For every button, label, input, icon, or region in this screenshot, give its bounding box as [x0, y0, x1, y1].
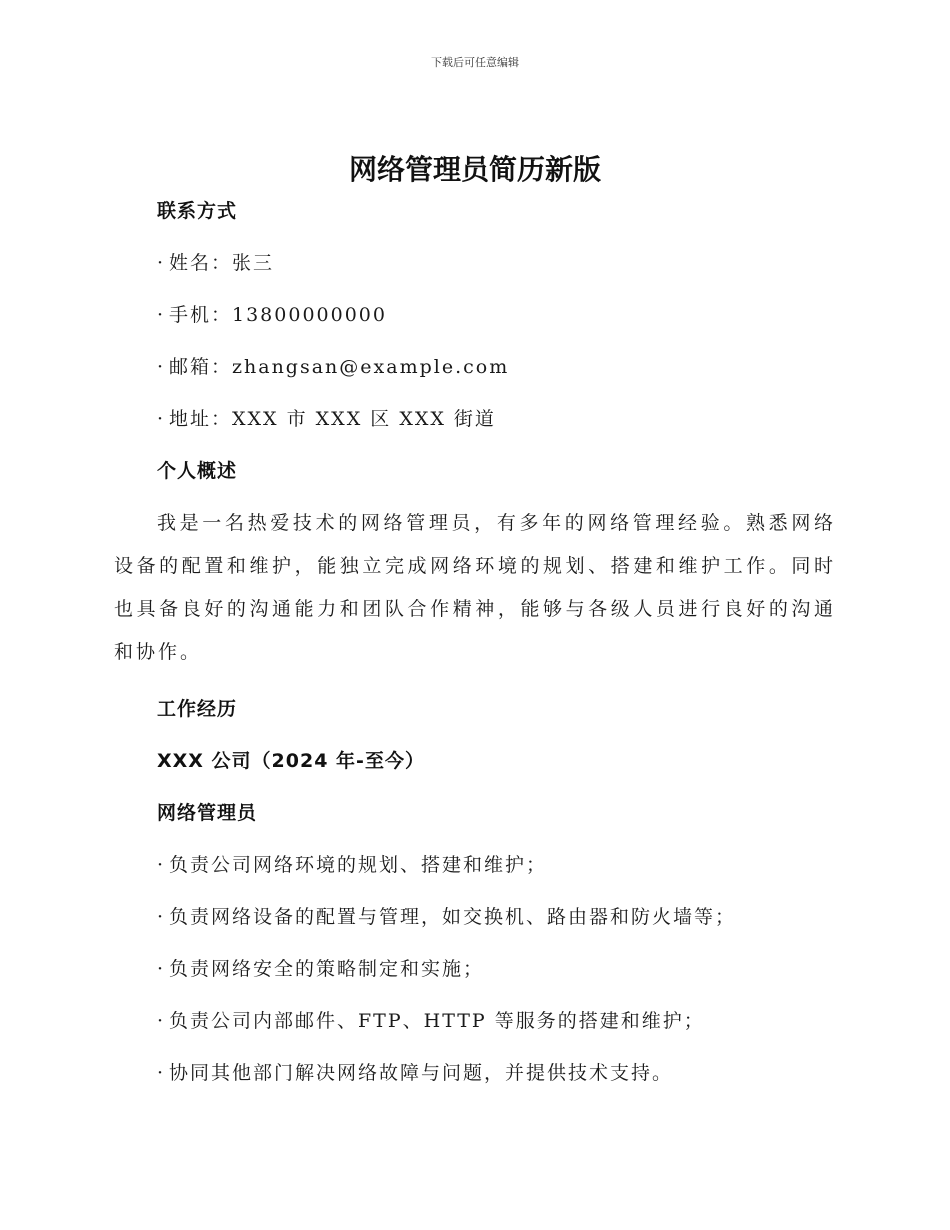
- bullet-dot: ·: [157, 252, 166, 274]
- duty-text: 负责网络安全的策略制定和实施；: [169, 958, 485, 980]
- duty-item: [114, 850, 836, 902]
- bullet-dot: ·: [157, 958, 166, 980]
- company-line: XXX 公司（2024 年-至今）: [157, 750, 425, 772]
- contact-item-name: [114, 248, 836, 300]
- bullet-dot: ·: [157, 304, 166, 326]
- contact-item-email: [114, 352, 836, 404]
- contact-item-phone: [114, 300, 836, 352]
- duty-text: 负责公司网络环境的规划、搭建和维护；: [169, 854, 548, 876]
- bullet-dot: ·: [157, 1010, 166, 1032]
- resume-content: [114, 196, 836, 1110]
- bullet-dot: ·: [157, 1062, 166, 1084]
- bullet-dot: ·: [157, 356, 166, 378]
- role-title: 网络管理员: [157, 802, 258, 824]
- summary-heading: 个人概述: [157, 460, 238, 482]
- contact-item-address: [114, 404, 836, 456]
- duty-item: [114, 954, 836, 1006]
- contact-item-text: 手机：13800000000: [169, 304, 387, 326]
- bullet-dot: ·: [157, 408, 166, 430]
- bullet-dot: ·: [157, 854, 166, 876]
- contact-heading: 联系方式: [157, 200, 238, 222]
- duty-text: 协同其他部门解决网络故障与问题，并提供技术支持。: [169, 1062, 674, 1084]
- bullet-dot: ·: [157, 906, 166, 928]
- duty-item: [114, 902, 836, 954]
- duty-item: [114, 1058, 836, 1110]
- contact-item-text: 邮箱：zhangsan@example.com: [169, 356, 510, 378]
- summary-paragraph: 我是一名热爱技术的网络管理员，有多年的网络管理经验。熟悉网络设备的配置和维护，能独立完成网络环境的规划、搭建和维护工作。同时也具备良好的沟通能力和团队合作精神，能够与各级人员进行良好的沟通和协作。: [114, 512, 836, 663]
- duty-item: [114, 1006, 836, 1058]
- duty-text: 负责网络设备的配置与管理，如交换机、路由器和防火墙等；: [169, 906, 737, 928]
- experience-heading: 工作经历: [157, 698, 238, 720]
- contact-item-text: 姓名：张三: [169, 252, 275, 274]
- page-title: 网络管理员简历新版: [348, 153, 601, 186]
- duty-text: 负责公司内部邮件、FTP、HTTP 等服务的搭建和维护；: [169, 1010, 705, 1032]
- header-note: 下载后可任意编辑: [431, 56, 519, 69]
- contact-item-text: 地址：XXX 市 XXX 区 XXX 街道: [169, 408, 496, 430]
